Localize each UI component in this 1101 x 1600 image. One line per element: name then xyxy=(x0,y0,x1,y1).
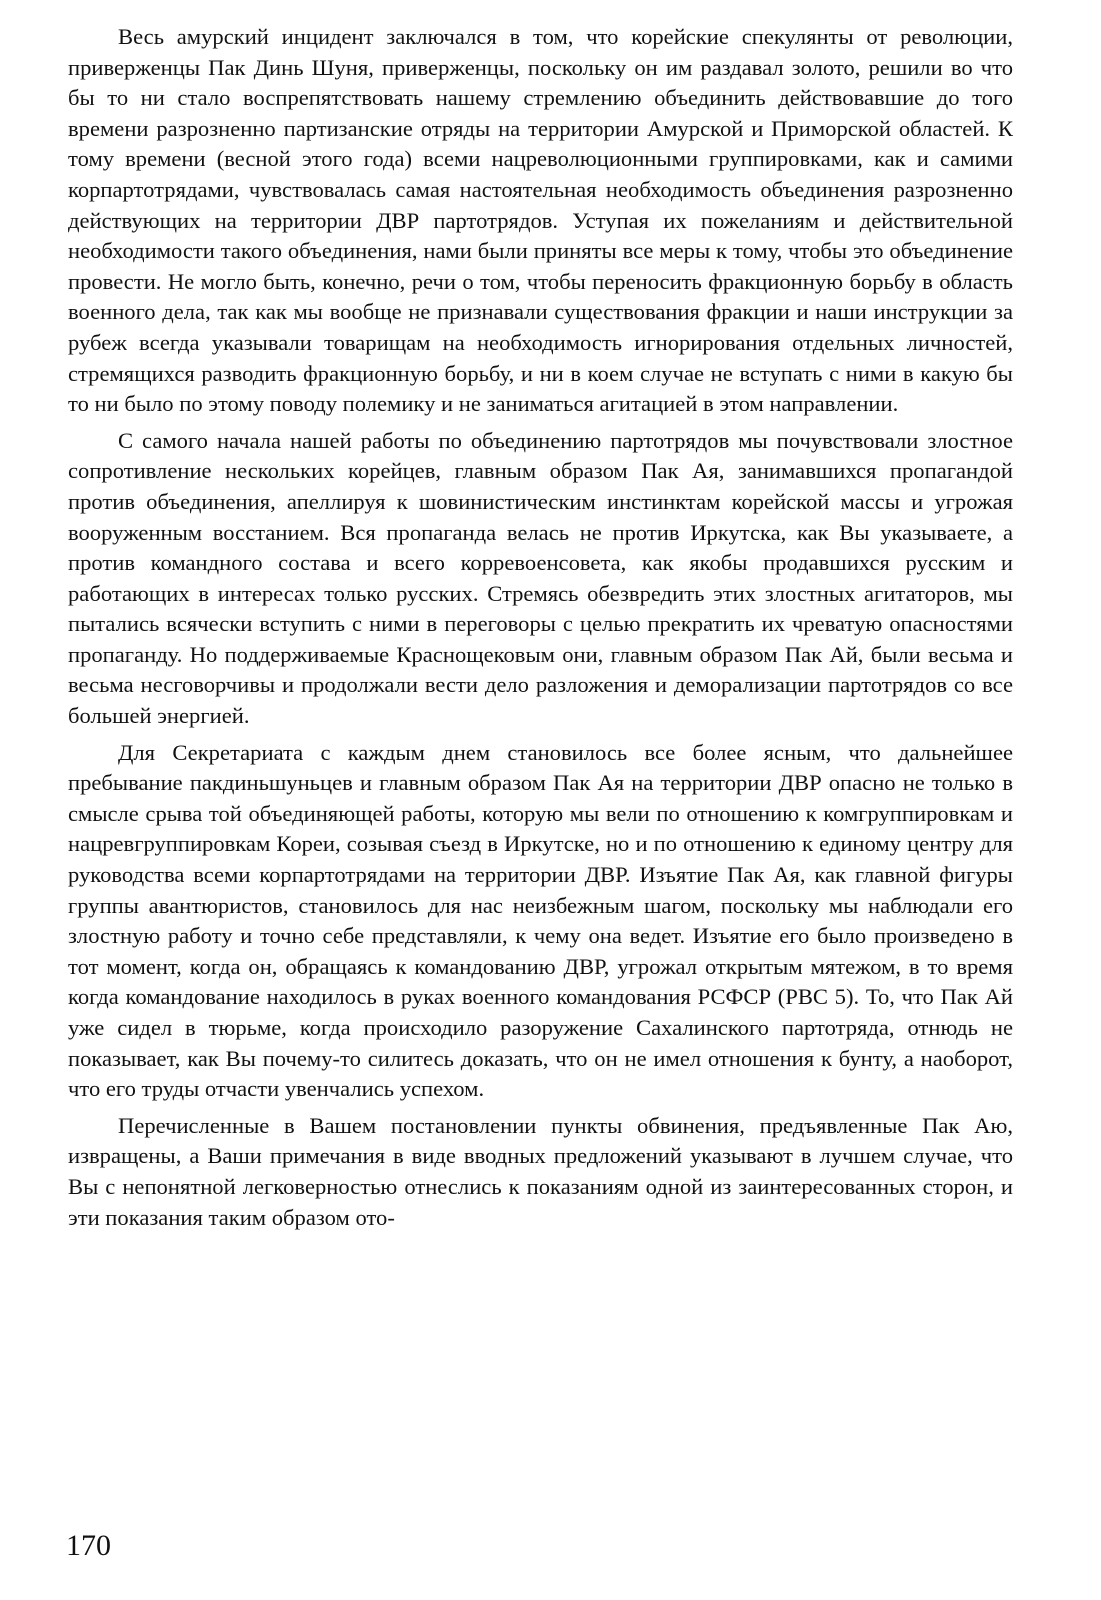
paragraph-2: С самого начала нашей работы по объединению партотрядов мы почувствовали злостное сопротивление нескольких корейцев, главным образом Пак Ая, занимавшихся пропагандой против объединения, апеллируя к шовинистическим инстинктам корейской массы и угрожая вооруженным восстанием. Вся пропаганда велась не против Иркутска, как Вы указываете, а против командного состава и всего корревоенсовета, как якобы продавшихся русским и работающих в интересах только русских. Стремясь обезвредить этих злостных агитаторов, мы пытались всячески вступить с ними в переговоры с целью прекратить их чреватую опасностями пропаганду. Но поддерживаемые Краснощековым они, главным образом Пак Ай, были весьма и весьма несговорчивы и продолжали вести дело разложения и деморализации партотрядов со все большей энергией. xyxy=(68,427,1013,729)
paragraph-3: Для Секретариата с каждым днем становилось все более ясным, что дальнейшее пребывание пакдиньшуньцев и главным образом Пак Ая на территории ДВР опасно не только в смысле срыва той объединяющей работы, которую мы вели по отношению к комгруппировкам и нацревгруппировкам Кореи, созывая съезд в Иркутске, но и по отношению к единому центру для руководства всеми корпартотрядами на территории ДВР. Изъятие Пак Ая, как главной фигуры группы авантюристов, становилось для нас неизбежным шагом, поскольку мы наблюдали его злостную работу и точно себе представляли, к чему она ведет. Изъятие его было произведено в тот момент, когда он, обращаясь к командованию ДВР, угрожал открытым мятежом, в то время когда командование находилось в руках военного командования РСФСР (РВС 5). То, что Пак Ай уже сидел в тюрьме, когда происходило разоружение Сахалинского партотряда, отнюдь не показывает, как Вы почему-то силитесь доказать, что он не имел отношения к бунту, а наоборот, что его труды отчасти увенчались успехом. xyxy=(68,739,1013,1102)
paragraph-1: Весь амурский инцидент заключался в том, что корейские спекулянты от революции, приверженцы Пак Динь Шуня, приверженцы, поскольку он им раздавал золото, решили во что бы то ни стало воспрепятствовать нашему стремлению объединить действовавшие до того времени разрозненно партизанские отряды на территории Амурской и Приморской областей. К тому времени (весной этого года) всеми нацреволюционными группировками, как и самими корпартотрядами, чувствовалась самая настоятельная необходимость объединения разрозненно действующих на территории ДВР партотрядов. Уступая их пожеланиям и действительной необходимости такого объединения, нами были приняты все меры к тому, чтобы это объединение провести. Не могло быть, конечно, речи о том, чтобы переносить фракционную борьбу в область военного дела, так как мы вообще не признавали существования фракции и наши инструкции за рубеж всегда указывали товарищам на необходимость игнорирования отдельных личностей, стремящихся разводить фракционную борьбу, и ни в коем случае не вступать с ними в какую бы то ни было по этому поводу полемику и не заниматься агитацией в этом направлении. xyxy=(68,24,1013,417)
page-number: 170 xyxy=(66,1529,111,1562)
paragraph-4: Перечисленные в Вашем постановлении пункты обвинения, предъявленные Пак Аю, извращены, а Ваши примечания в виде вводных предложений указывают в лучшем случае, что Вы с непонятной легковерностью отнеслись к показаниям одной из заинтересованных сторон, и эти показания таким образом ото- xyxy=(68,1112,1013,1230)
body-text xyxy=(68,22,1013,1239)
